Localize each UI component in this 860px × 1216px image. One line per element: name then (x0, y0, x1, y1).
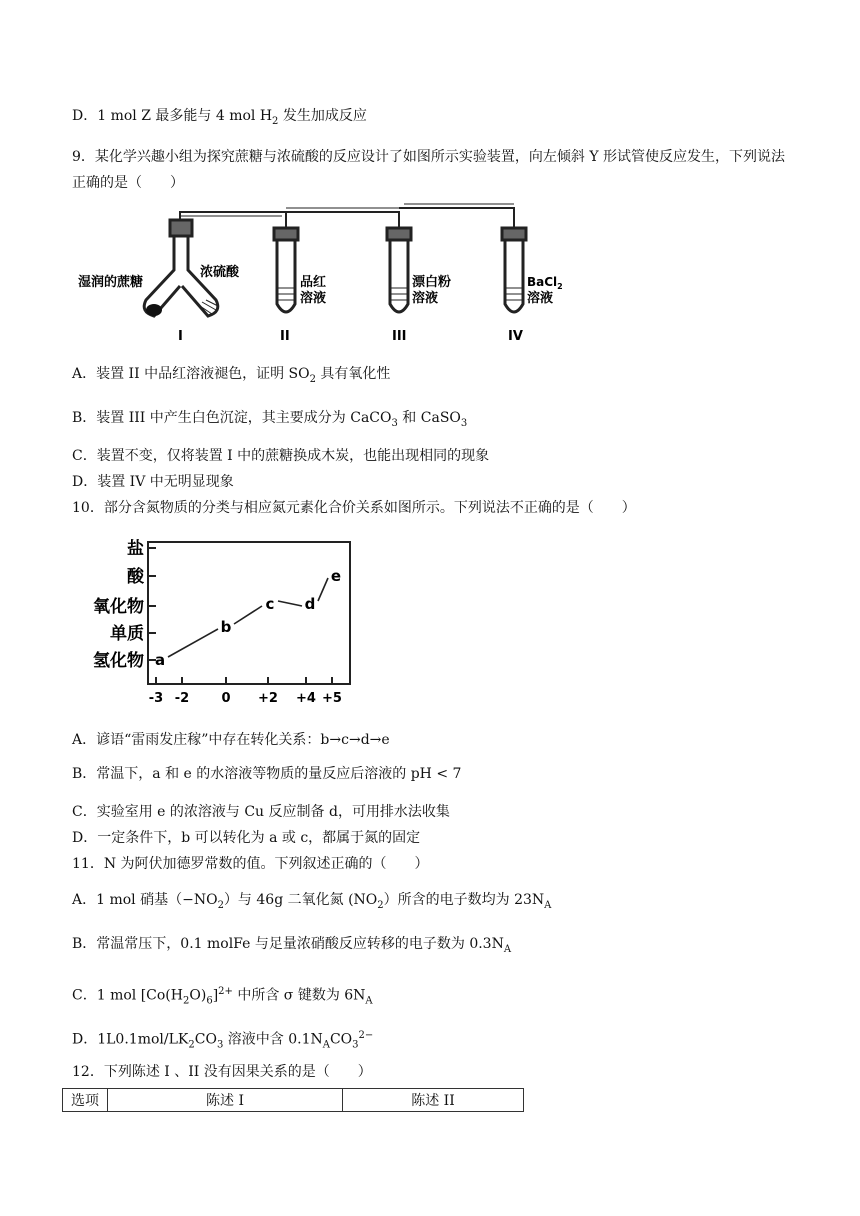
table-header-row (63, 1089, 524, 1112)
device-label-i: I (178, 329, 183, 344)
q9-label-bacl2-2: 溶液 (527, 291, 554, 306)
chart-line-segment (318, 578, 328, 601)
q9-apparatus-figure (74, 200, 563, 350)
q9-option-b: B．装置 III 中产生白色沉淀，其主要成分为 CaCO$_3$ 和 CaSO$_3$ (72, 410, 468, 429)
q11-option-d: D．$1L0.1mol/LK_2CO_3$ 溶液中含 $0.1N_ACO_3^{2-}$ (72, 1030, 374, 1051)
q9-option-a: A．装置 II 中品红溶液褪色，证明 $SO_2$ 具有氧化性 (72, 366, 391, 385)
x-tick-label: 0 (221, 691, 231, 706)
test-tube-iv (502, 228, 526, 312)
x-tick-label: +4 (296, 691, 316, 706)
chart-line-segment (278, 601, 302, 606)
y-tick-label: 盐 (127, 539, 144, 559)
x-tick-label: -3 (148, 691, 164, 706)
q10-option-d: D．一定条件下，b 可以转化为 a 或 c，都属于氮的固定 (72, 830, 421, 846)
point-label-b: b (220, 618, 232, 636)
q9-option-d: D．装置 IV 中无明显现象 (72, 474, 234, 490)
q9-label-pinred-2: 溶液 (300, 291, 327, 306)
y-tick-label: 氧化物 (93, 597, 144, 617)
table-header-statement-1: 陈述 I (108, 1089, 343, 1112)
x-tick-label: -2 (174, 691, 190, 706)
q9-label-bleach-1: 漂白粉 (412, 275, 452, 290)
q10-stem: 10．部分含氮物质的分类与相应氮元素化合价关系如图所示。下列说法不正确的是（ ） (72, 500, 636, 516)
q12-table (62, 1088, 524, 1112)
q8-option-d: D．1 mol Z 最多能与 4 mol $H_2$ 发生加成反应 (72, 108, 367, 127)
x-tick-label: +5 (322, 691, 342, 706)
q9-option-c: C．装置不变，仅将装置 I 中的蔗糖换成木炭，也能出现相同的现象 (72, 448, 490, 464)
test-tube-ii (274, 228, 298, 312)
q10-option-c: C．实验室用 e 的浓溶液与 Cu 反应制备 d，可用排水法收集 (72, 804, 450, 820)
point-label-d: d (304, 595, 316, 613)
y-tick-label: 酸 (127, 567, 144, 587)
chart-frame (148, 542, 350, 684)
q11-option-b: B．常温常压下，0.1 molFe 与足量浓硝酸反应转移的电子数为 $0.3N_A$ (72, 936, 512, 955)
table-header-option: 选项 (63, 1089, 108, 1112)
y-tick-label: 氢化物 (93, 651, 144, 671)
q9-label-pinred-1: 品红 (300, 275, 327, 290)
q9-label-acid: 浓硫酸 (200, 265, 240, 280)
point-label-c: c (265, 595, 275, 613)
point-label-a: a (154, 651, 166, 669)
q9-label-bleach-2: 溶液 (412, 291, 439, 306)
device-label-ii: II (280, 329, 290, 344)
chart-line-segment (168, 629, 218, 657)
q9-label-bacl2: BaCl$_2$ (527, 275, 563, 291)
test-tube-iii (387, 228, 411, 312)
q10-option-b: B．常温下，a 和 e 的水溶液等物质的量反应后溶液的 pH < 7 (72, 766, 462, 782)
sugar-mass (146, 304, 162, 316)
q11-stem: 11．N 为阿伏加德罗常数的值。下列叙述正确的（ ） (72, 856, 429, 872)
table-header-statement-2: 陈述 II (343, 1089, 524, 1112)
q11-option-a: A．1 mol 硝基$(-NO_2)$与 46g 二氧化氮 $(NO_2)$所含的电子数均为 $23N_A$ (72, 892, 552, 911)
q10-option-a: A．谚语“雷雨发庄稼”中存在转化关系：b→c→d→e (72, 732, 390, 748)
chart-line-segment (234, 606, 262, 624)
q11-option-c: C．1 mol $[Co(H_2O)_6]^{2+}$ 中所含 σ 键数为 $6N_A$ (72, 986, 373, 1007)
q12-stem: 12．下列陈述 I 、II 没有因果关系的是（ ） (72, 1064, 372, 1080)
device-label-iv: IV (508, 329, 523, 344)
q9-stem: 9．某化学兴趣小组为探究蔗糖与浓硫酸的反应设计了如图所示实验装置，向左倾斜 Y 形试管使反应发生，下列说法正确的是（ ） (72, 149, 786, 191)
q9-label-sugar: 湿润的蔗糖 (78, 275, 144, 290)
x-tick-label: +2 (258, 691, 278, 706)
point-label-e: e (330, 567, 342, 585)
q10-chart (70, 534, 370, 714)
y-tick-label: 单质 (110, 624, 144, 644)
device-label-iii: III (392, 329, 407, 344)
